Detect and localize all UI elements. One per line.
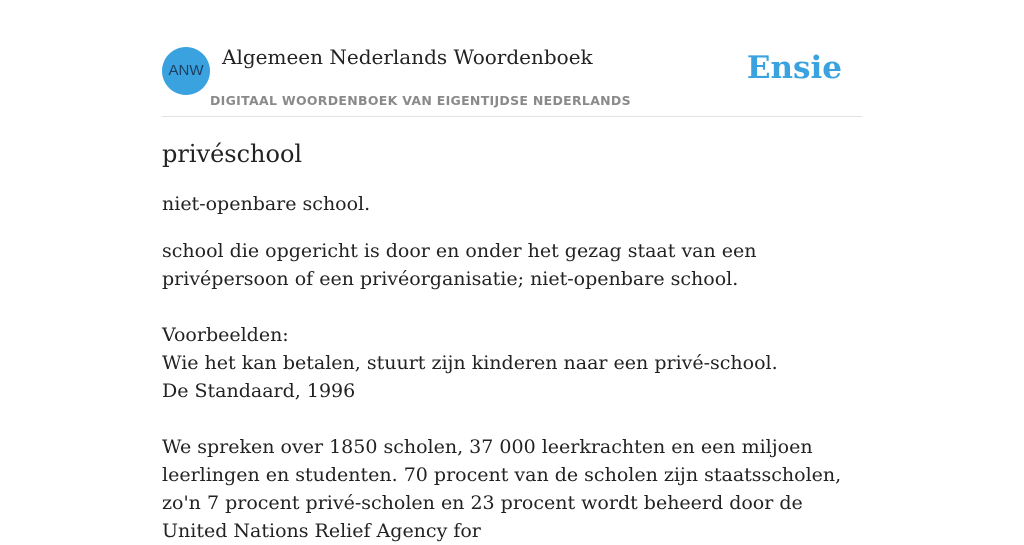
headword: privéschool [162,140,303,168]
ensie-brand-logo[interactable]: Ensie [746,50,842,86]
example-sentence: We spreken over 1850 scholen, 37 000 leerkrachten en een miljoen leerlingen en studenten. 70 procent van de scholen zijn staatsscholen, zo'n 7 procent privé-scholen en 23 procent wordt beheerd door de United Nations Relief Agency for [162,436,842,542]
anw-logo[interactable]: ANW [162,47,210,95]
dictionary-entry [162,136,862,545]
example-quote [162,433,862,545]
short-definition: niet-openbare school. [162,193,371,215]
site-subtitle: DIGITAAL WOORDENBOEK VAN EIGENTIJDSE NEDERLANDS [210,93,631,108]
site-title[interactable]: Algemeen Nederlands Woordenboek [222,45,593,69]
examples-label: Voorbeelden: [162,324,289,346]
examples-section [162,321,862,405]
site-header [162,0,862,117]
long-definition: school die opgericht is door en onder het gezag staat van een privépersoon of een privéorganisatie; niet-openbare school. [162,240,757,290]
example-source: De Standaard, 1996 [162,380,356,402]
example-sentence: Wie het kan betalen, stuurt zijn kinderen naar een privé-school. [162,352,778,374]
